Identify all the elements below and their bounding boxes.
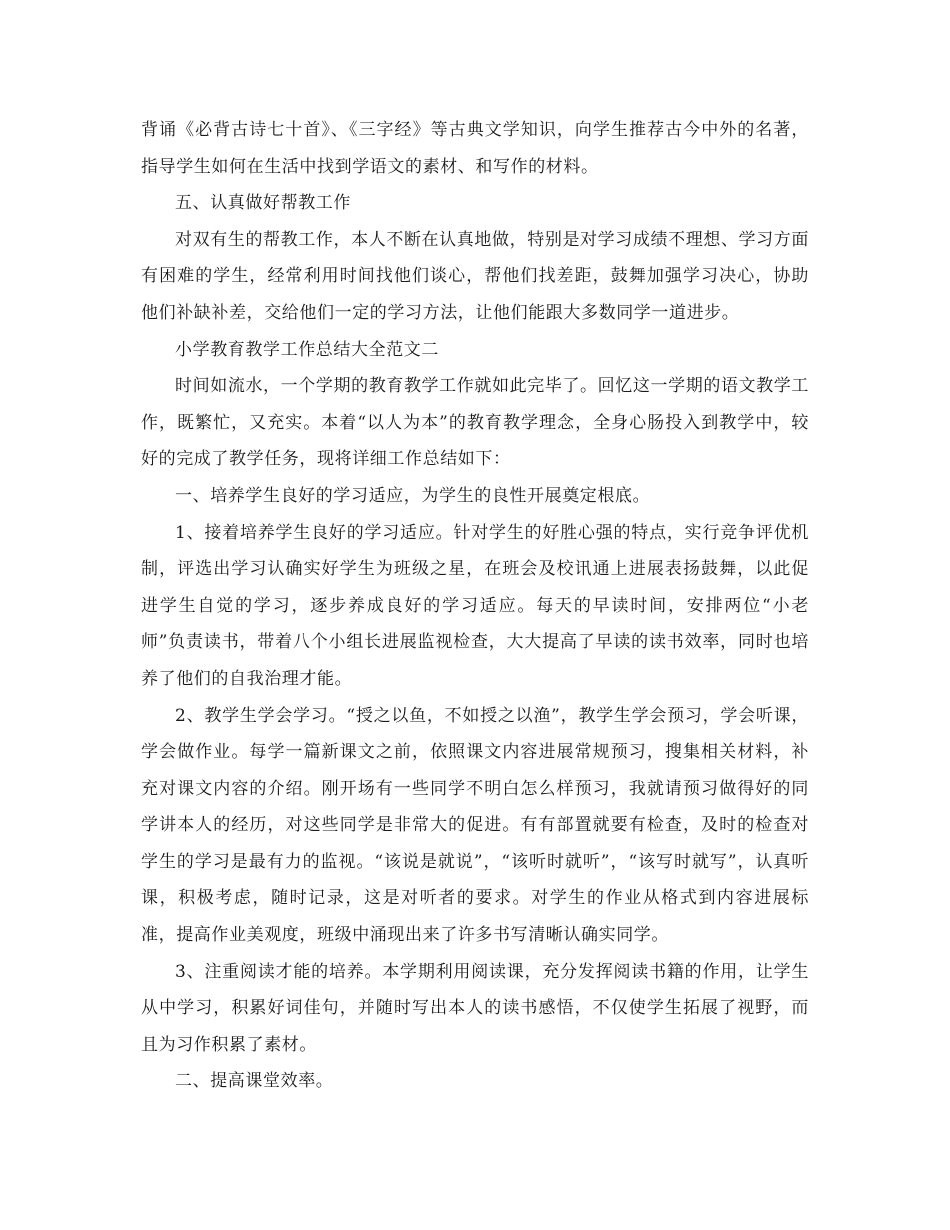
paragraph-tutoring: 对双有生的帮教工作，本人不断在认真地做，特别是对学习成绩不理想、学习方面有困难的学生，经常利用时间找他们谈心，帮他们找差距，鼓舞加强学习决心，协助他们补缺补差，交给他们一定的学习方法，让他们能跟大多数同学一道进步。 [141,229,809,323]
section-heading-good-habits: 一、培养学生良好的学习适应，为学生的良性开展奠定根底。 [175,485,651,506]
paragraph-classics-continued: 背诵《必背古诗七十首》、《三字经》等古典文学知识，向学生推荐古今中外的名著，指导学生如何在生活中找到学语文的素材、和写作的材料。 [141,120,809,177]
article-title-sample-two: 小学教育教学工作总结大全范文二 [175,339,439,360]
paragraph-point-3: 3、注重阅读才能的培养。本学期利用阅读课，充分发挥阅读书籍的作用，让学生从中学习，积累好词佳句，并随时写出本人的读书感悟，不仅使学生拓展了视野，而且为习作积累了素材。 [141,961,809,1055]
document-body [141,112,809,1100]
paragraph-point-2: 2、教学生学会学习。“授之以鱼，不如授之以渔”，教学生学会预习，学会听课，学会做作业。每学一篇新课文之前，依照课文内容进展常规预习，搜集相关材料，补充对课文内容的介绍。刚开场有一些同学不明白怎么样预习，我就请预习做得好的同学讲本人的经历，对这些同学是非常大的促进。有有部置就要有检查，及时的检查对学生的学习是最有力的监视。“该说是就说”，“该听时就听”，“该写时就写”，认真听课，积极考虑，随时记录，这是对听者的要求。对学生的作业从格式到内容进展标准，提高作业美观度，班级中涌现出来了许多书写清晰认确实同学。 [141,705,809,946]
paragraph-introduction: 时间如流水，一个学期的教育教学工作就如此完毕了。回忆这一学期的语文教学工作，既繁忙，又充实。本着“以人为本”的教育教学理念，全身心肠投入到教学中，较好的完成了教学任务，现将详细工作总结如下： [141,376,809,470]
section-heading-tutoring: 五、认真做好帮教工作 [175,193,351,214]
paragraph-point-1: 1、接着培养学生良好的学习适应。针对学生的好胜心强的特点，实行竞争评优机制，评选出学习认确实好学生为班级之星，在班会及校讯通上进展表扬鼓舞，以此促进学生自觉的学习，逐步养成良好的学习适应。每天的早读时间，安排两位“小老师”负责读书，带着八个小组长进展监视检查，大大提高了早读的读书效率，同时也培养了他们的自我治理才能。 [141,522,809,689]
section-heading-classroom-efficiency: 二、提高课堂效率。 [175,1071,334,1092]
